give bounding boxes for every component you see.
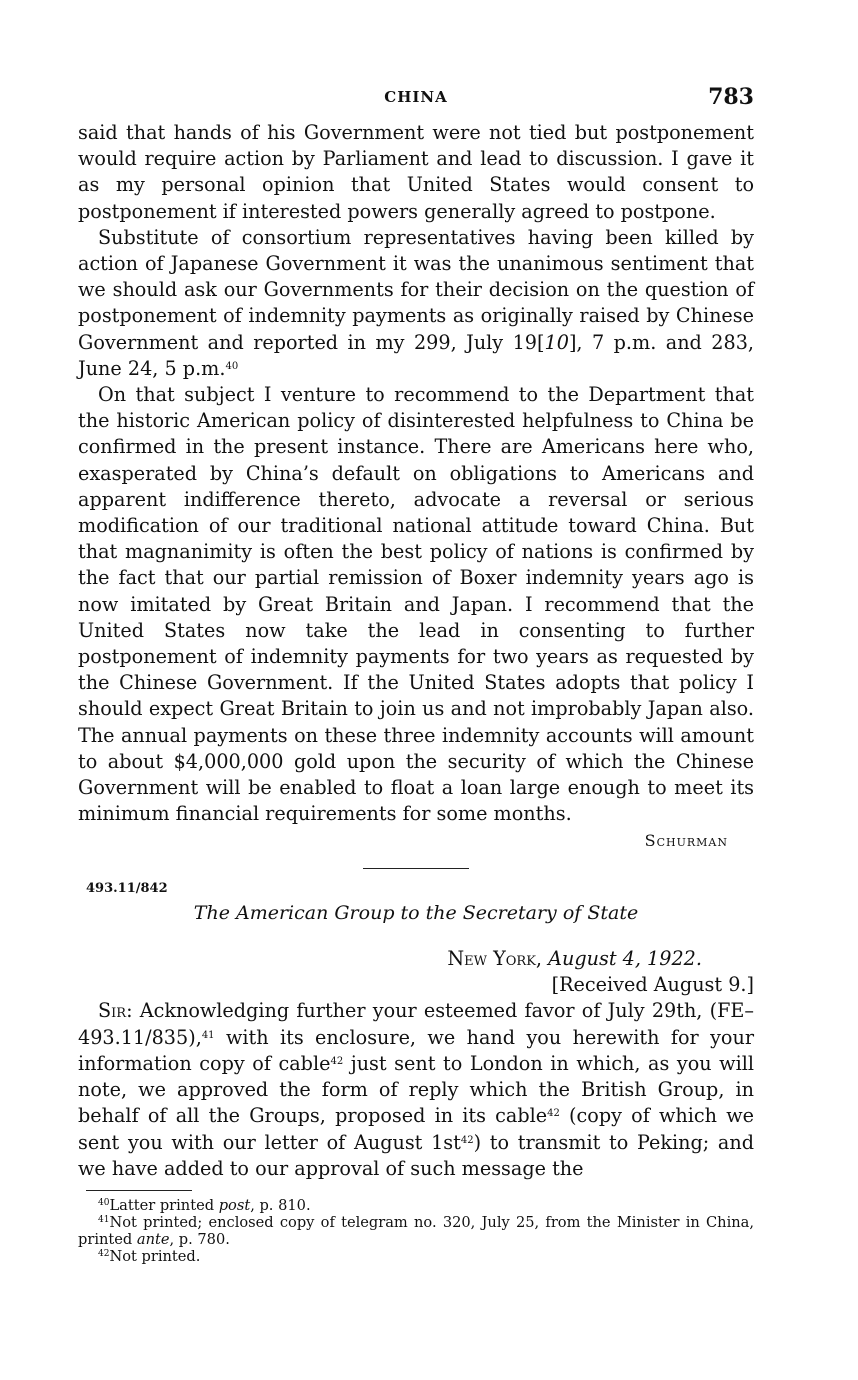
dateline-place: New York, <box>447 947 543 971</box>
footnote-42 <box>78 1248 754 1265</box>
signature: Schurman <box>644 831 728 851</box>
letter-text-1: Acknowledging further your esteemed favor of July 29th, (FE–493.11/835), <box>78 999 754 1049</box>
footnote-mark: 41 <box>98 1214 110 1225</box>
footnote-ref-42a: 42 <box>330 1055 344 1067</box>
footnote-ref-42c: 42 <box>460 1134 474 1146</box>
footnote-text: , p. 810. <box>250 1196 311 1214</box>
running-head <box>78 84 754 120</box>
footnote-rule <box>86 1190 192 1191</box>
document-page <box>78 84 754 1265</box>
footnote-40 <box>78 1197 754 1214</box>
letter-text-3: just sent to London in which, as you will note, we approved the form of reply which the British Group, in behalf of all the Groups, proposed in its cable <box>78 1051 754 1128</box>
document-title: The American Group to the Secretary of State <box>193 902 639 925</box>
footnote-mark: 40 <box>98 1197 110 1208</box>
letter-text-4: (copy of which we sent you with our letter of August 1st <box>78 1104 754 1154</box>
footnote-mark: 42 <box>98 1248 110 1259</box>
file-number: 493.11/842 <box>86 881 168 897</box>
footnote-text: Latter printed <box>109 1196 219 1214</box>
paragraph-2-italic: 10 <box>544 330 569 354</box>
running-title: CHINA <box>384 88 448 106</box>
letter-text-2: with its enclosure, we hand you herewith for your information copy of cable <box>78 1025 754 1075</box>
dateline-date: August 4, 1922. <box>548 947 702 971</box>
footnote-text: Not printed. <box>109 1247 201 1265</box>
letter-text-5: ) to transmit to Peking; and we have added to our approval of such message the <box>78 1130 754 1180</box>
footnote-text: , p. 780. <box>169 1230 230 1248</box>
received-note: [Received August 9.] <box>551 973 754 997</box>
footnote-41 <box>78 1214 754 1248</box>
page-number: 783 <box>708 84 754 110</box>
salutation: Sir: <box>98 999 133 1023</box>
paragraph-3: On that subject I venture to recommend to the Department that the historic American policy of disinterested helpfulness to China be confirmed in the present instance. There are Americans here who, exasperated by China’s default on obligations to Americans and apparent indifference thereto, advocate a reversal or serious modification of our traditional national attitude toward China. But that magnanimity is often the best policy of nations is confirmed by the fact that our partial remission of Boxer indemnity years ago is now imitated by Great Britain and Japan. I recommend that the United States now take the lead in consenting to further postponement of indemnity payments for two years as requested by the Chinese Government. If the United States adopts that policy I should expect Great Britain to join us and not improbably Japan also. The annual payments on these three indemnity accounts will amount to about $4,000,000 gold upon the security of which the Chinese Government will be enabled to float a loan large enough to meet its minimum financial requirements for some months. <box>78 383 754 826</box>
paragraph-2 <box>78 225 754 382</box>
footnote-italic: post <box>218 1196 251 1214</box>
footnote-italic: ante <box>136 1230 170 1248</box>
dateline <box>78 946 702 972</box>
letter-paragraph <box>78 998 754 1181</box>
paragraph-2-text-b: ], 7 p.m. and 283, June 24, 5 p.m. <box>78 330 755 380</box>
footnote-ref-42b: 42 <box>547 1108 560 1120</box>
footnote-text: Not printed; enclosed copy of telegram no. 320, July 25, from the Minister in China, printed <box>78 1213 754 1248</box>
paragraph-2-text-a: Substitute of consortium representatives having been killed by action of Japanese Government it was the unanimous sentiment that we should ask our Governments for their decision on the question of postponement of indemnity payments as originally raised by Chinese Government and reported in my 299, July 19[ <box>78 225 754 354</box>
footnote-ref-40: 40 <box>225 360 239 372</box>
section-separator <box>363 868 469 869</box>
footnote-ref-41: 41 <box>201 1029 215 1041</box>
paragraph-1: said that hands of his Government were not tied but postponement would require action by Parliament and lead to discussion. I gave it as my personal opinion that United States would consent to postponement if interested powers generally agreed to postpone. <box>78 121 754 223</box>
